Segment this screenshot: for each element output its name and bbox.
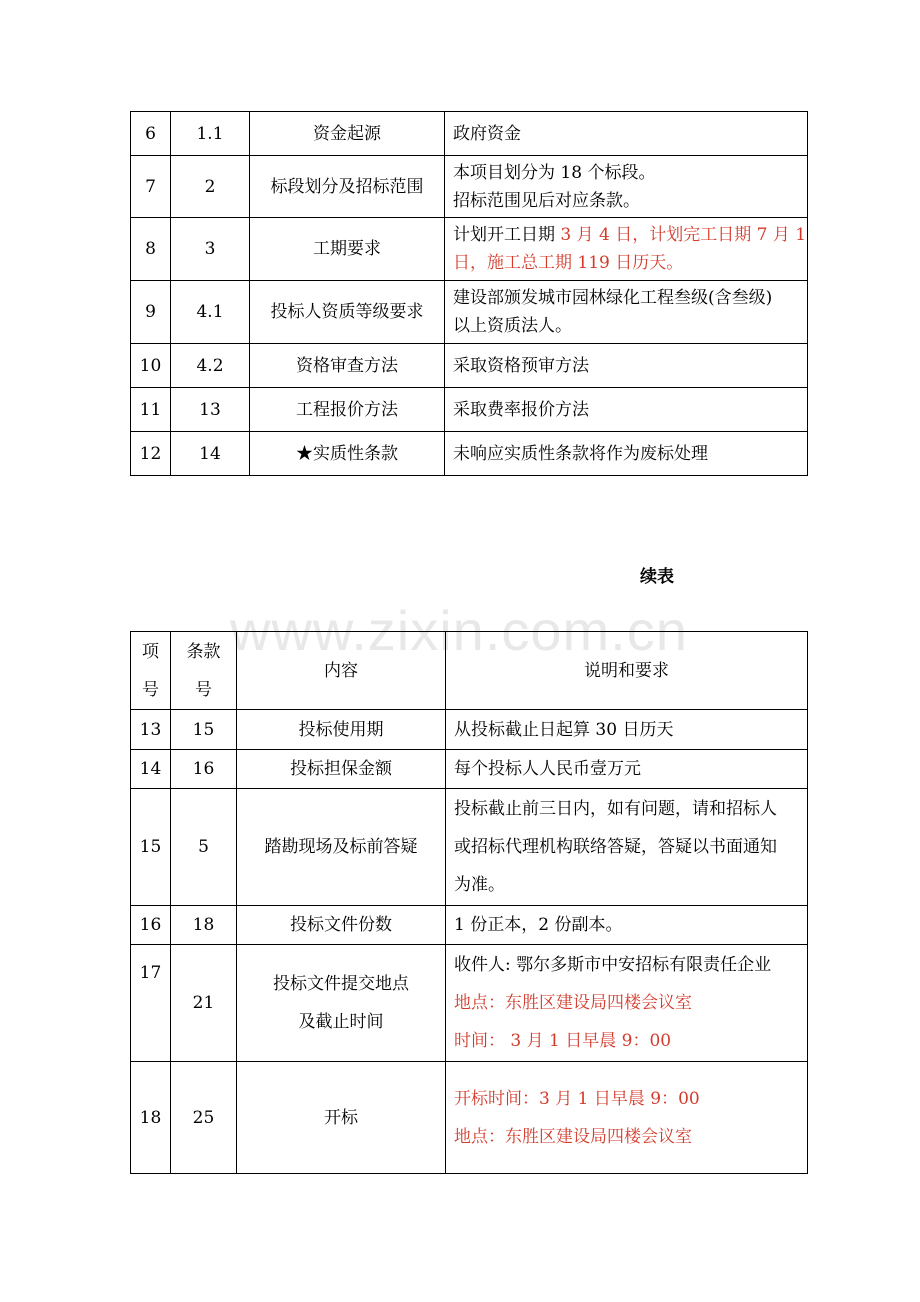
description-line: 时间： 3 月 1 日早晨 9：00 bbox=[454, 1031, 672, 1051]
clause-number: 21 bbox=[171, 945, 237, 1062]
table-row bbox=[131, 432, 808, 476]
description-line: 采取资格预审方法 bbox=[453, 355, 589, 376]
table-row bbox=[131, 344, 808, 388]
description-line: 计划开工日期 3 月 4 日，计划完工日期 7 月 1 bbox=[453, 225, 807, 245]
description-line: 未响应实质性条款将作为废标处理 bbox=[453, 443, 708, 464]
continued-label: 续表 bbox=[640, 567, 674, 587]
item-number: 7 bbox=[131, 156, 171, 218]
description-line: 每个投标人人民币壹万元 bbox=[454, 759, 641, 779]
content-cell: 标段划分及招标范围 bbox=[250, 156, 445, 218]
content-cell: 工期要求 bbox=[250, 218, 445, 281]
content-cell bbox=[237, 945, 446, 1062]
item-number: 14 bbox=[131, 750, 171, 789]
item-number: 6 bbox=[131, 112, 171, 156]
content-cell: 资格审查方法 bbox=[250, 344, 445, 388]
requirements-table-part2 bbox=[130, 631, 808, 1174]
content-line: 踏勘现场及标前答疑 bbox=[264, 837, 418, 857]
header-item-no-line: 项 bbox=[142, 641, 159, 662]
table-row bbox=[131, 906, 808, 945]
description-cell bbox=[446, 945, 808, 1062]
clause-number: 4.2 bbox=[171, 344, 250, 388]
content-line: 投标文件份数 bbox=[290, 915, 392, 935]
content-line: 开标 bbox=[324, 1107, 358, 1128]
description-cell bbox=[445, 344, 808, 388]
description-cell bbox=[446, 710, 808, 750]
description-line: 1 份正本，2 份副本。 bbox=[454, 915, 623, 935]
content-cell bbox=[237, 750, 446, 789]
item-number: 18 bbox=[131, 1062, 171, 1174]
clause-number: 3 bbox=[171, 218, 250, 281]
description-line: 日，施工总工期 119 日历天。 bbox=[453, 253, 684, 273]
description-line: 收件人: 鄂尔多斯市中安招标有限责任企业 bbox=[454, 955, 772, 975]
content-cell: ★实质性条款 bbox=[250, 432, 445, 476]
clause-number: 16 bbox=[171, 750, 237, 789]
table-row bbox=[131, 1062, 808, 1174]
description-line: 为准。 bbox=[454, 875, 505, 895]
clause-number: 18 bbox=[171, 906, 237, 945]
clause-number: 4.1 bbox=[171, 281, 250, 344]
table-row bbox=[131, 750, 808, 789]
content-cell bbox=[237, 789, 446, 906]
description-line: 本项目划分为 18 个标段。 bbox=[453, 162, 656, 183]
table-row bbox=[131, 218, 808, 281]
clause-number: 15 bbox=[171, 710, 237, 750]
watermark: www.zixin.com.cn bbox=[230, 599, 688, 662]
item-number: 11 bbox=[131, 388, 171, 432]
content-cell bbox=[237, 906, 446, 945]
table-row bbox=[131, 112, 808, 156]
item-number: 9 bbox=[131, 281, 171, 344]
header-content: 内容 bbox=[237, 632, 446, 710]
content-cell: 工程报价方法 bbox=[250, 388, 445, 432]
clause-number: 13 bbox=[171, 388, 250, 432]
item-number: 12 bbox=[131, 432, 171, 476]
table-header-row bbox=[131, 632, 808, 710]
description-cell bbox=[446, 1062, 808, 1174]
table-row bbox=[131, 710, 808, 750]
item-number: 13 bbox=[131, 710, 171, 750]
item-number: 8 bbox=[131, 218, 171, 281]
header-clause-no bbox=[171, 632, 237, 710]
description-line: 开标时间：3 月 1 日早晨 9：00 bbox=[454, 1088, 700, 1109]
content-cell bbox=[237, 710, 446, 750]
description-cell bbox=[445, 112, 808, 156]
highlighted-text: 3 月 4 日，计划完工日期 7 月 1 bbox=[560, 225, 807, 245]
item-number: 17 bbox=[131, 945, 171, 1062]
requirements-table-part1 bbox=[130, 111, 808, 476]
description-line: 建设部颁发城市园林绿化工程叁级(含叁级) bbox=[453, 288, 773, 308]
header-description: 说明和要求 bbox=[446, 632, 808, 710]
content-cell bbox=[237, 1062, 446, 1174]
description-line: 采取费率报价方法 bbox=[453, 399, 589, 420]
description-line: 地点：东胜区建设局四楼会议室 bbox=[454, 1126, 692, 1147]
header-item-no bbox=[131, 632, 171, 710]
table-row bbox=[131, 281, 808, 344]
description-cell bbox=[446, 750, 808, 789]
clause-number: 25 bbox=[171, 1062, 237, 1174]
table-row bbox=[131, 156, 808, 218]
description-line: 投标截止前三日内，如有问题，请和招标人 bbox=[454, 799, 777, 819]
item-number: 16 bbox=[131, 906, 171, 945]
description-cell bbox=[445, 281, 808, 344]
clause-number: 5 bbox=[171, 789, 237, 906]
header-clause-no-line: 号 bbox=[195, 679, 212, 700]
content-line: 投标担保金额 bbox=[290, 759, 392, 779]
item-number: 15 bbox=[131, 789, 171, 906]
content-line: 投标文件提交地点 bbox=[273, 974, 409, 994]
clause-number: 1.1 bbox=[171, 112, 250, 156]
description-line: 以上资质法人。 bbox=[453, 316, 572, 336]
description-line: 或招标代理机构联络答疑，答疑以书面通知 bbox=[454, 837, 777, 857]
table-row bbox=[131, 945, 808, 1062]
table-row bbox=[131, 388, 808, 432]
description-cell bbox=[445, 388, 808, 432]
description-line: 地点：东胜区建设局四楼会议室 bbox=[454, 993, 692, 1013]
content-cell: 资金起源 bbox=[250, 112, 445, 156]
header-clause-no-line: 条款 bbox=[186, 641, 221, 662]
description-cell bbox=[446, 906, 808, 945]
description-cell bbox=[445, 432, 808, 476]
description-line: 从投标截止日起算 30 日历天 bbox=[454, 719, 674, 740]
description-cell bbox=[445, 218, 808, 281]
header-item-no-line: 号 bbox=[142, 679, 159, 700]
table-row bbox=[131, 789, 808, 906]
content-line: 及截止时间 bbox=[298, 1012, 384, 1032]
item-number: 10 bbox=[131, 344, 171, 388]
description-cell bbox=[446, 789, 808, 906]
clause-number: 14 bbox=[171, 432, 250, 476]
content-cell: 投标人资质等级要求 bbox=[250, 281, 445, 344]
description-line: 政府资金 bbox=[453, 123, 521, 144]
clause-number: 2 bbox=[171, 156, 250, 218]
content-line: 投标使用期 bbox=[298, 719, 384, 740]
description-line: 招标范围见后对应条款。 bbox=[453, 190, 640, 211]
description-cell bbox=[445, 156, 808, 218]
